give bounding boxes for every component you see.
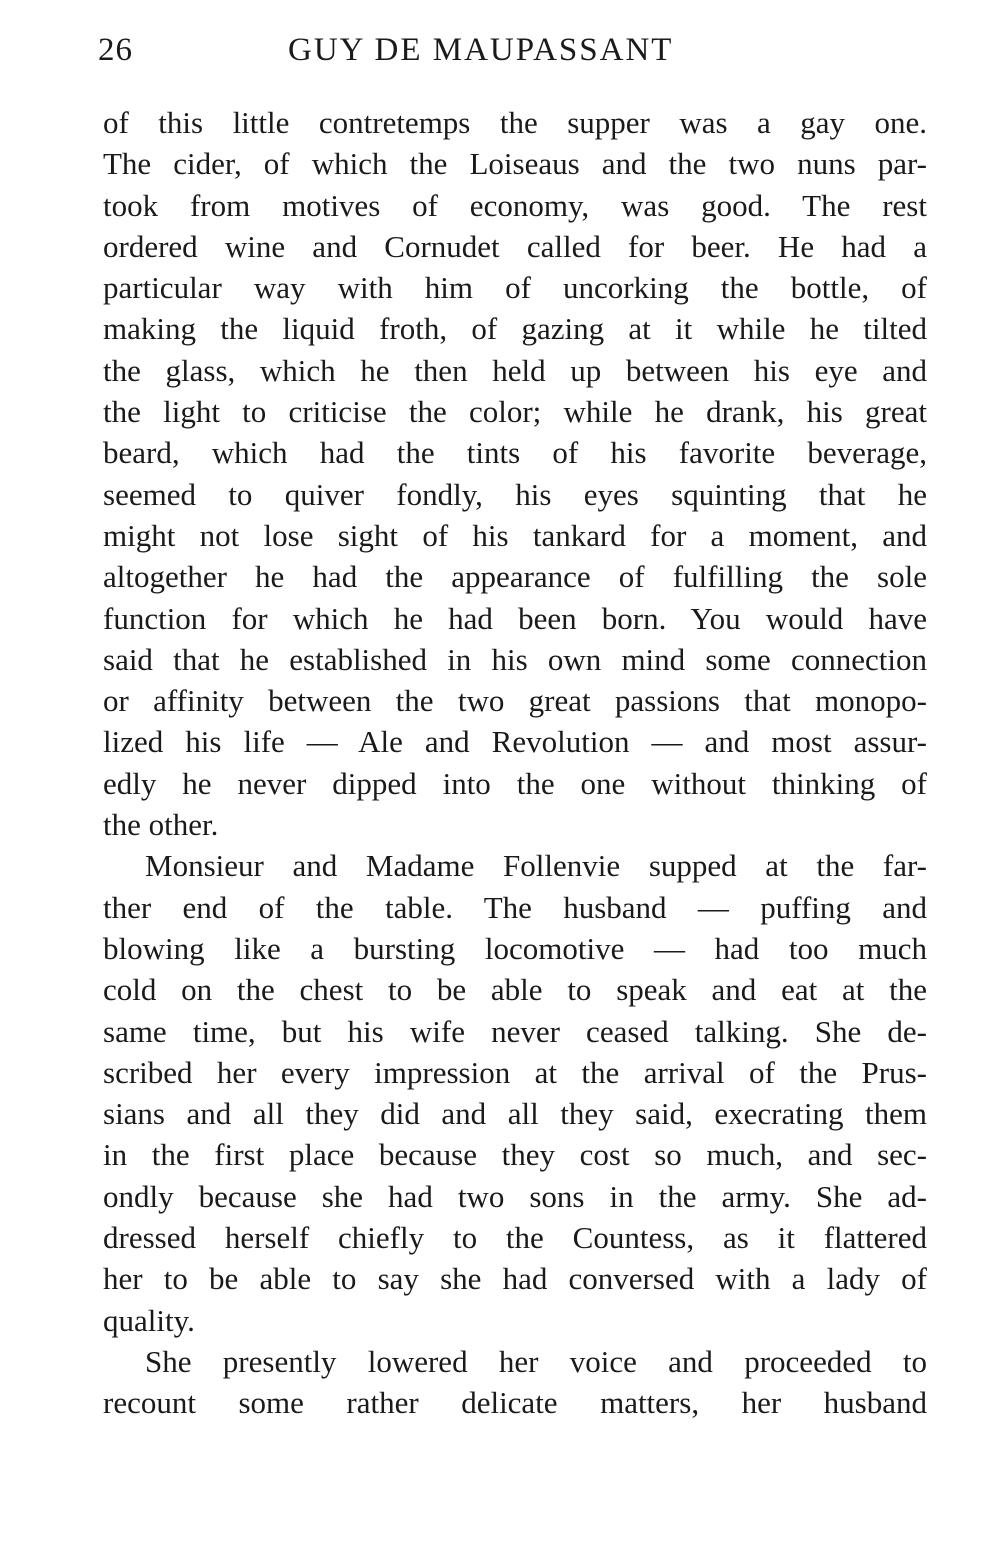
text-line: her to be able to say she had conversed with a lady of bbox=[103, 1261, 927, 1297]
text-line: took from motives of economy, was good. The rest bbox=[103, 187, 927, 223]
text-line: dressed herself chiefly to the Countess, as it flattered bbox=[103, 1220, 927, 1256]
text-line: might not lose sight of his tankard for a moment, and bbox=[103, 517, 927, 553]
paragraph-first-line: She presently lowered her voice and proceeded to bbox=[145, 1343, 927, 1379]
text-line: said that he established in his own mind some connection bbox=[103, 641, 927, 677]
paragraph-first-line: Monsieur and Madame Follenvie supped at the far- bbox=[145, 848, 927, 884]
text-line: edly he never dipped into the one without thinking of bbox=[103, 765, 927, 801]
text-line: the glass, which he then held up between his eye and bbox=[103, 352, 927, 388]
book-title: GUY DE MAUPASSANT bbox=[288, 32, 674, 68]
text-line: seemed to quiver fondly, his eyes squinting that he bbox=[103, 476, 927, 512]
text-line: altogether he had the appearance of fulfilling the sole bbox=[103, 559, 927, 595]
text-line: scribed her every impression at the arrival of the Prus- bbox=[103, 1054, 927, 1090]
text-line: function for which he had been born. You would have bbox=[103, 600, 927, 636]
text-line: lized his life — Ale and Revolution — and most assur- bbox=[103, 724, 927, 760]
text-line: ordered wine and Cornudet called for beer. He had a bbox=[103, 228, 927, 264]
text-line: particular way with him of uncorking the bottle, of bbox=[103, 270, 927, 306]
paragraph-end-line: the other. bbox=[103, 807, 219, 843]
text-line: making the liquid froth, of gazing at it while he tilted bbox=[103, 311, 927, 347]
text-line: or affinity between the two great passions that monopo- bbox=[103, 683, 927, 719]
text-line: cold on the chest to be able to speak and eat at the bbox=[103, 972, 927, 1008]
text-line: The cider, of which the Loiseaus and the two nuns par- bbox=[103, 146, 927, 182]
paragraph-end-line: quality. bbox=[103, 1302, 195, 1338]
page-number: 26 bbox=[98, 32, 133, 68]
text-line: in the first place because they cost so much, and sec- bbox=[103, 1137, 927, 1173]
text-line: same time, but his wife never ceased talking. She de- bbox=[103, 1013, 927, 1049]
text-line: the light to criticise the color; while he drank, his great bbox=[103, 394, 927, 430]
running-head bbox=[98, 32, 928, 82]
text-line: blowing like a bursting locomotive — had too much bbox=[103, 930, 927, 966]
text-line: recount some rather delicate matters, her husband bbox=[103, 1385, 927, 1421]
body-text bbox=[103, 102, 927, 1424]
text-line: ondly because she had two sons in the army. She ad- bbox=[103, 1178, 927, 1214]
text-line: beard, which had the tints of his favorite beverage, bbox=[103, 435, 927, 471]
text-line: sians and all they did and all they said, execrating them bbox=[103, 1096, 927, 1132]
text-line: of this little contretemps the supper was a gay one. bbox=[103, 105, 927, 140]
text-line: ther end of the table. The husband — puffing and bbox=[103, 889, 927, 925]
